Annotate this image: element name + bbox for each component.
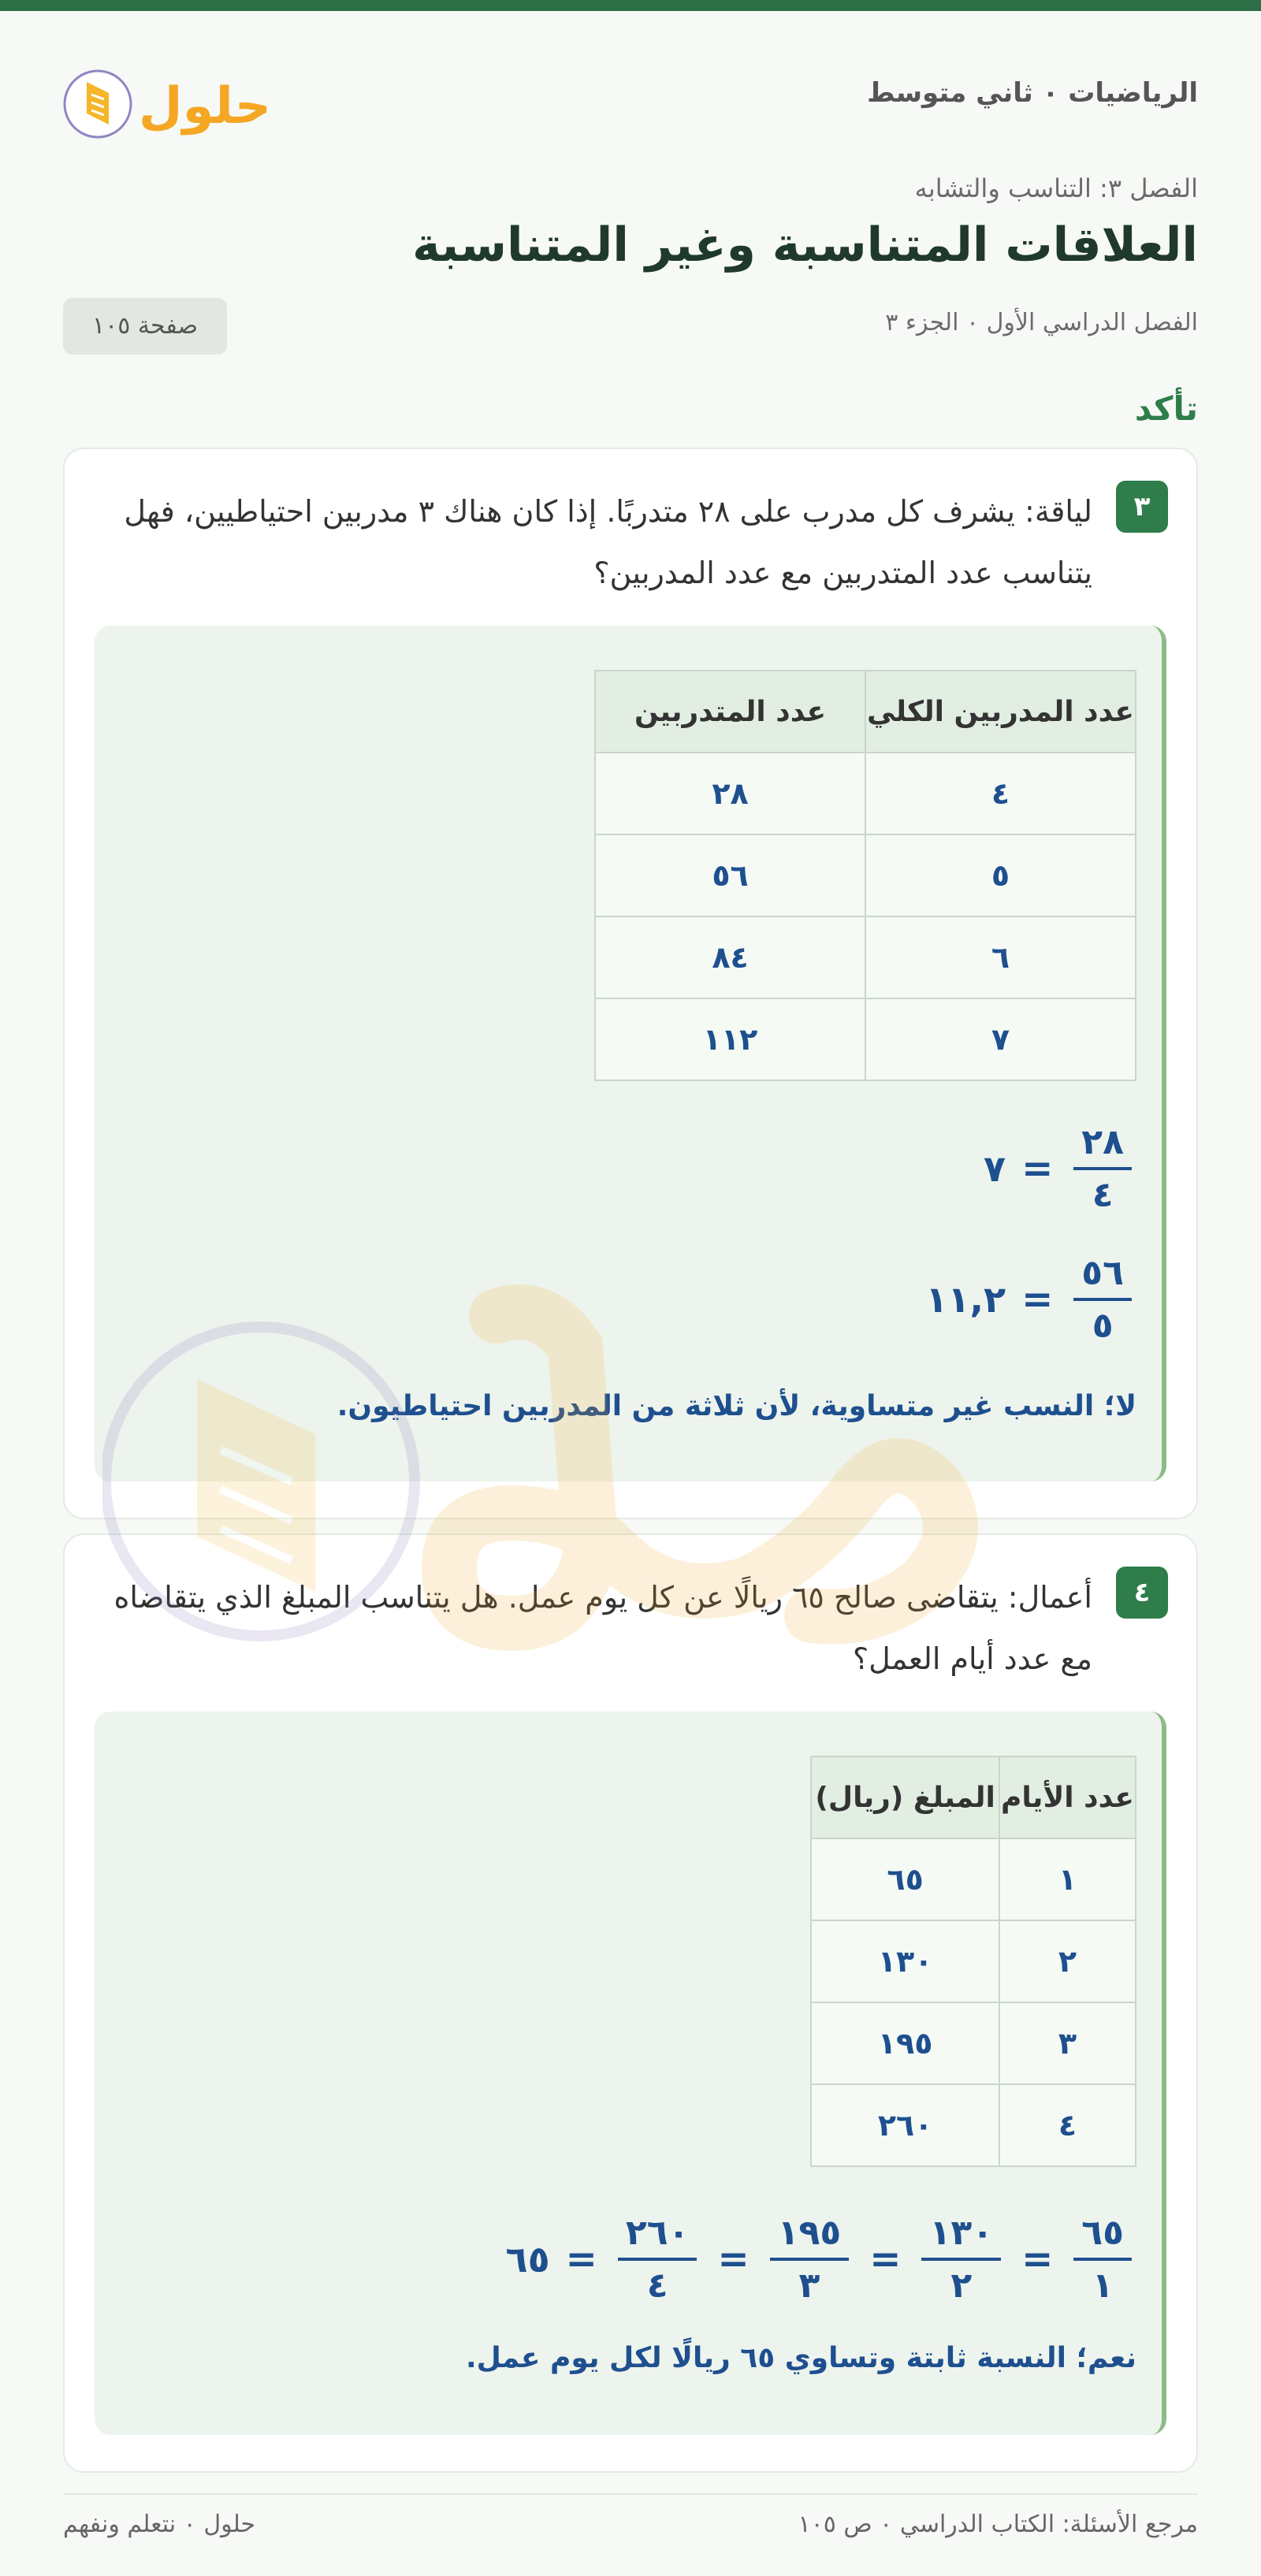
- equation-row: [925, 1253, 1136, 1346]
- hulul-logo[interactable]: [63, 58, 284, 145]
- table-cell: ٥٦: [595, 835, 865, 916]
- table-row: [811, 2084, 1136, 2166]
- question-number: ٤: [1116, 1567, 1168, 1619]
- fraction: [921, 2213, 1001, 2306]
- table-header: المبلغ (ريال): [811, 1756, 999, 1838]
- numerator: ٦٥: [1073, 2213, 1132, 2261]
- numerator: ٥٦: [1073, 1253, 1132, 1301]
- footer-reference: مرجع الأسئلة: الكتاب الدراسي ٠ ص ١٠٥: [798, 2511, 1198, 2538]
- equals-sign: =: [1021, 1277, 1054, 1321]
- question-card-4: [63, 1533, 1198, 2473]
- data-table: [594, 670, 1136, 1081]
- table-header: عدد المدربين الكلي: [865, 671, 1136, 753]
- numerator: ١٣٠: [921, 2213, 1001, 2261]
- question-number: ٣: [1116, 481, 1168, 533]
- page-header: [63, 11, 1198, 428]
- equation-row: [984, 1122, 1136, 1215]
- top-accent-bar: [0, 0, 1261, 11]
- answer-box: [95, 1712, 1166, 2435]
- table-cell: ١٩٥: [811, 2002, 999, 2084]
- logo-text: حلول: [139, 77, 271, 136]
- equals-sign: =: [1021, 2237, 1054, 2281]
- table-row: [595, 916, 1136, 998]
- table-row: [595, 753, 1136, 835]
- table-cell: ٨٤: [595, 916, 865, 998]
- equation-result: ٦٥: [505, 2238, 550, 2280]
- table-cell: ١١٢: [595, 998, 865, 1080]
- answer-box: [95, 626, 1166, 1481]
- page-badge: صفحة ١٠٥: [63, 298, 227, 355]
- page: [63, 11, 1198, 2374]
- table-header: عدد الأيام: [999, 1756, 1136, 1838]
- table-cell: ٢٨: [595, 753, 865, 835]
- data-table: [810, 1756, 1136, 2167]
- denominator: ٢: [950, 2266, 973, 2306]
- footer-brand: حلول ٠ نتعلم ونفهم: [63, 2511, 256, 2538]
- table-cell: ١: [999, 1838, 1136, 1920]
- table-cell: ٣: [999, 2002, 1136, 2084]
- numerator: ٢٦٠: [618, 2213, 697, 2261]
- answer-conclusion: نعم؛ النسبة ثابتة وتساوي ٦٥ ريالًا لكل يوم عمل.: [465, 2342, 1136, 2374]
- numerator: ٢٨: [1073, 1122, 1132, 1170]
- equation-result: ٧: [983, 1147, 1006, 1190]
- footer-divider: [63, 2493, 1198, 2495]
- table-row: [811, 2002, 1136, 2084]
- chapter-label: الفصل ٣: التناسب والتشابه: [914, 173, 1198, 203]
- table-cell: ٢٦٠: [811, 2084, 999, 2166]
- table-cell: ٦: [865, 916, 1136, 998]
- section-heading: تأكد: [1134, 389, 1198, 428]
- denominator: ٥: [1092, 1306, 1114, 1346]
- numerator: ١٩٥: [770, 2213, 850, 2261]
- answer-conclusion: لا؛ النسب غير متساوية، لأن ثلاثة من المدربين احتياطيون.: [337, 1390, 1136, 1422]
- table-cell: ٦٥: [811, 1838, 999, 1920]
- denominator: ٣: [798, 2266, 820, 2306]
- table-row: [811, 1920, 1136, 2002]
- fraction: [1073, 1122, 1132, 1215]
- table-cell: ٤: [999, 2084, 1136, 2166]
- semester-label: الفصل الدراسي الأول ٠ الجزء ٣: [885, 309, 1198, 336]
- equals-sign: =: [717, 2237, 750, 2281]
- denominator: ٤: [646, 2266, 668, 2306]
- equals-sign: =: [1021, 1147, 1054, 1191]
- table-cell: ٧: [865, 998, 1136, 1080]
- table-cell: ١٣٠: [811, 1920, 999, 2002]
- denominator: ٤: [1092, 1175, 1114, 1215]
- table-row: [595, 835, 1136, 916]
- table-cell: ٤: [865, 753, 1136, 835]
- equals-sign: =: [565, 2237, 597, 2281]
- denominator: ١: [1092, 2266, 1114, 2306]
- equals-sign: =: [869, 2237, 902, 2281]
- table-header: عدد المتدربين: [595, 671, 865, 753]
- equation-result: ١١,٢: [925, 1278, 1006, 1321]
- fraction: [1073, 1253, 1132, 1346]
- question-text: لياقة: يشرف كل مدرب على ٢٨ متدربًا. إذا كان هناك ٣ مدربين احتياطيين، فهل يتناسب عدد المتدربين مع عدد المدربين؟: [124, 494, 1092, 590]
- question-card-3: [63, 448, 1198, 1519]
- table-row: [811, 1838, 1136, 1920]
- fraction: [1073, 2213, 1132, 2306]
- table-row: [595, 998, 1136, 1080]
- table-cell: ٢: [999, 1920, 1136, 2002]
- logo-icon: [63, 58, 284, 145]
- ratio-chain: [506, 2213, 1136, 2306]
- table-cell: ٥: [865, 835, 1136, 916]
- fraction: [618, 2213, 697, 2306]
- question-text: أعمال: يتقاضى صالح ٦٥ ريالًا عن كل يوم عمل. هل يتناسب المبلغ الذي يتقاضاه مع عدد أيام العمل؟: [113, 1580, 1092, 1676]
- fraction: [770, 2213, 850, 2306]
- subject-label: الرياضيات ٠ ثاني متوسط: [867, 77, 1198, 109]
- page-title: العلاقات المتناسبة وغير المتناسبة: [412, 217, 1198, 273]
